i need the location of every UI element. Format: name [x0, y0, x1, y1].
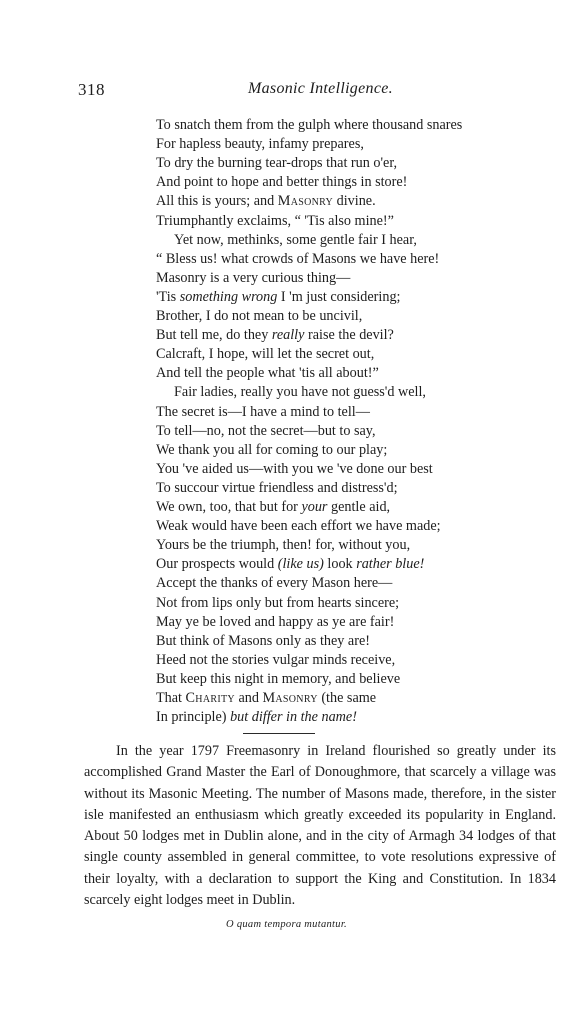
poem-line	[156, 689, 376, 708]
poem-line	[156, 517, 441, 536]
poem-text: Calcraft, I hope, will let the secret out,	[156, 346, 375, 363]
poem-text: And point to hope and better things in store!	[156, 174, 408, 191]
poem-line	[156, 288, 400, 307]
page-number: 318	[78, 80, 105, 99]
poem-text: Fair ladies, really you have not guess'd well,	[174, 384, 426, 401]
poem-line	[156, 594, 399, 613]
latin-motto: O quam tempora mutantur.	[226, 919, 347, 930]
poem-line	[156, 422, 376, 441]
poem-text: Not from lips only but from hearts sincere;	[156, 594, 400, 611]
poem-line	[156, 498, 390, 517]
poem-text: All this is yours; and	[156, 193, 278, 210]
poem-text: Weak would have been each effort we have made;	[156, 518, 441, 535]
poem-text: gentle aid,	[327, 499, 391, 515]
poem-line	[156, 326, 394, 345]
italic-text: rather blue!	[356, 556, 425, 573]
small-caps-text: Charity	[185, 690, 235, 706]
poem-line	[156, 192, 376, 211]
poem-text: But think of Masons only as they are!	[156, 632, 370, 649]
italic-text: really	[271, 327, 305, 344]
poem-text: We own, too, that but for	[156, 499, 302, 515]
poem-line	[156, 135, 364, 154]
poem-text: I 'm just considering;	[277, 288, 401, 305]
prose-paragraph: In the year 1797 Freemasonry in Ireland flourished so greatly under its accomplished Grand Master the Earl of Donoughmore, that scarcely a village was without its Masonic Meeting. The number of Masons made, therefore, in the sister isle manifested an enthusiasm which greatly exceeded its popularity in England. About 50 lodges met in Dublin alone, and in the city of Armagh 34 lodges of that single county assembled in general committee, to vote resolutions expressive of their loyalty, with a declaration to support the King and Constitution. In 1834 scarcely eight lodges meet in Dublin.	[84, 743, 556, 909]
poem-text: look	[323, 556, 357, 573]
poem-line	[156, 613, 394, 632]
poem-text: But tell me, do they	[156, 327, 272, 344]
poem-line	[156, 574, 392, 593]
poem-text: But keep this night in memory, and believe	[156, 670, 401, 687]
small-caps-text: Masonry	[277, 193, 334, 210]
poem-text: Masonry is a very curious thing—	[156, 269, 351, 286]
poem-line	[156, 173, 407, 192]
poem-text: raise the devil?	[304, 327, 394, 344]
poem-line	[174, 231, 417, 250]
small-caps-text: Masonry	[262, 690, 318, 706]
poem-text: Heed not the stories vulgar minds receive,	[156, 651, 396, 668]
poem-line	[156, 116, 462, 135]
poem-text: “ Bless us! what crowds of Masons we have here!	[156, 250, 440, 267]
poem-line	[156, 364, 379, 383]
poem-line	[156, 670, 400, 689]
page-header	[0, 80, 573, 102]
poem-text: divine.	[333, 193, 376, 210]
poem-line	[156, 651, 395, 670]
poem-text: The secret is—I have a mind to tell—	[156, 403, 370, 420]
poem-line	[156, 441, 387, 460]
poem-line	[156, 212, 394, 231]
poem-text: For hapless beauty, infamy prepares,	[156, 136, 364, 153]
poem-line	[156, 154, 397, 173]
poem-line	[156, 479, 398, 498]
poem-text: And tell the people what 'tis all about!”	[156, 365, 379, 382]
poem-text: 'Tis	[156, 288, 180, 305]
poem-text: Yet now, methinks, some gentle fair I hear,	[174, 231, 417, 248]
running-head: Masonic Intelligence.	[248, 80, 393, 97]
italic-text: something wrong	[179, 288, 278, 305]
poem-text: Yours be the triumph, then! for, without you,	[156, 537, 411, 554]
poem-text: To tell—no, not the secret—but to say,	[156, 422, 376, 439]
poem-text: To dry the burning tear-drops that run o'er,	[156, 155, 398, 172]
poem-line	[156, 307, 362, 326]
poem-line	[174, 383, 426, 402]
poem-text: and	[234, 690, 263, 706]
poem-text: May ye be loved and happy as ye are fair!	[156, 613, 395, 630]
poem-text: You 've aided us—with you we 've done our best	[156, 460, 433, 477]
poem-line	[156, 632, 370, 651]
italic-text: your	[301, 499, 328, 515]
poem-line	[156, 460, 433, 479]
italic-text: (like us)	[277, 556, 324, 573]
poem-line	[156, 708, 357, 727]
poem-text: Accept the thanks of every Mason here—	[156, 575, 393, 592]
poem-text: Triumphantly exclaims, “ 'Tis also mine!”	[156, 212, 394, 229]
poem-line	[156, 345, 374, 364]
poem-line	[156, 269, 350, 288]
poem-text: Our prospects would	[156, 556, 278, 573]
poem-text: That	[156, 690, 186, 706]
italic-text: but differ in the name!	[230, 709, 357, 726]
poem-text: We thank you all for coming to our play;	[156, 441, 388, 458]
poem-text: To snatch them from the gulph where thousand snares	[156, 117, 463, 133]
poem-text: Brother, I do not mean to be uncivil,	[156, 308, 363, 324]
poem-text: In principle)	[156, 709, 231, 726]
poem-text: (the same	[317, 690, 377, 706]
poem-line	[156, 536, 410, 555]
poem-line	[156, 555, 424, 574]
poem-line	[156, 403, 370, 422]
poem-text: To succour virtue friendless and distress'd;	[156, 479, 398, 496]
poem-line	[156, 250, 439, 269]
section-divider	[243, 733, 315, 734]
